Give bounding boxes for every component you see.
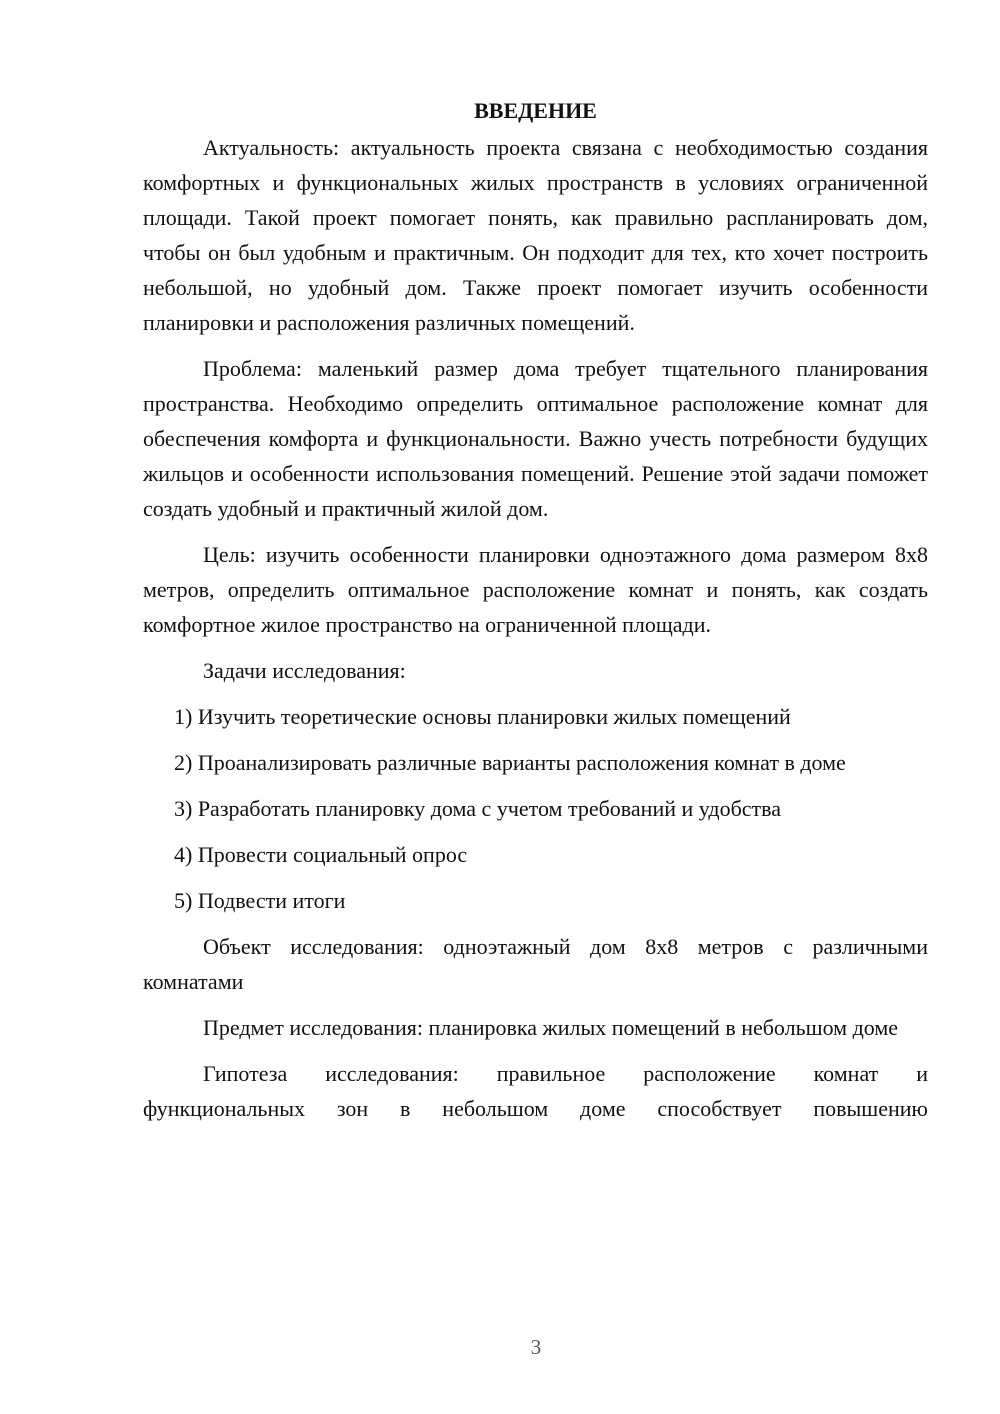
task-item-4: 4) Провести социальный опрос (174, 842, 468, 867)
page-number: 3 (530, 1335, 542, 1359)
task-item-2: 2) Проанализировать различные варианты расположения комнат в доме (174, 750, 846, 775)
object-paragraph: Объект исследования: одноэтажный дом 8х8 метров с различными комнатами (143, 934, 928, 994)
task-item-1: 1) Изучить теоретические основы планировки жилых помещений (174, 704, 791, 729)
subject-paragraph: Предмет исследования: планировка жилых помещений в небольшом доме (203, 1015, 899, 1040)
tasks-intro: Задачи исследования: (203, 658, 406, 683)
hypothesis-paragraph: Гипотеза исследования: правильное расположение комнат и функциональных зон в небольшом доме способствует повышению (143, 1061, 928, 1121)
task-item-5: 5) Подвести итоги (174, 888, 346, 913)
problem-paragraph: Проблема: маленький размер дома требует тщательного планирования пространства. Необходимо определить оптимальное расположение комнат для обеспечения комфорта и функциональности. Важно учесть потребности будущих жильцов и особенности использования помещений. Решение этой задачи поможет создать удобный и практичный жилой дом. (143, 356, 928, 521)
page-title: ВВЕДЕНИЕ (474, 98, 597, 123)
relevance-paragraph: Актуальность: актуальность проекта связана с необходимостью создания комфортных и функциональных жилых пространств в условиях ограниченной площади. Такой проект помогает понять, как правильно распланировать дом, чтобы он был удобным и практичным. Он подходит для тех, кто хочет построить небольшой, но удобный дом. Также проект помогает изучить особенности планировки и расположения различных помещений. (143, 135, 928, 335)
document-page (143, 93, 928, 1137)
task-item-3: 3) Разработать планировку дома с учетом требований и удобства (174, 796, 782, 821)
goal-paragraph: Цель: изучить особенности планировки одноэтажного дома размером 8х8 метров, определить оптимальное расположение комнат и понять, как создать комфортное жилое пространство на ограниченной площади. (143, 542, 928, 637)
